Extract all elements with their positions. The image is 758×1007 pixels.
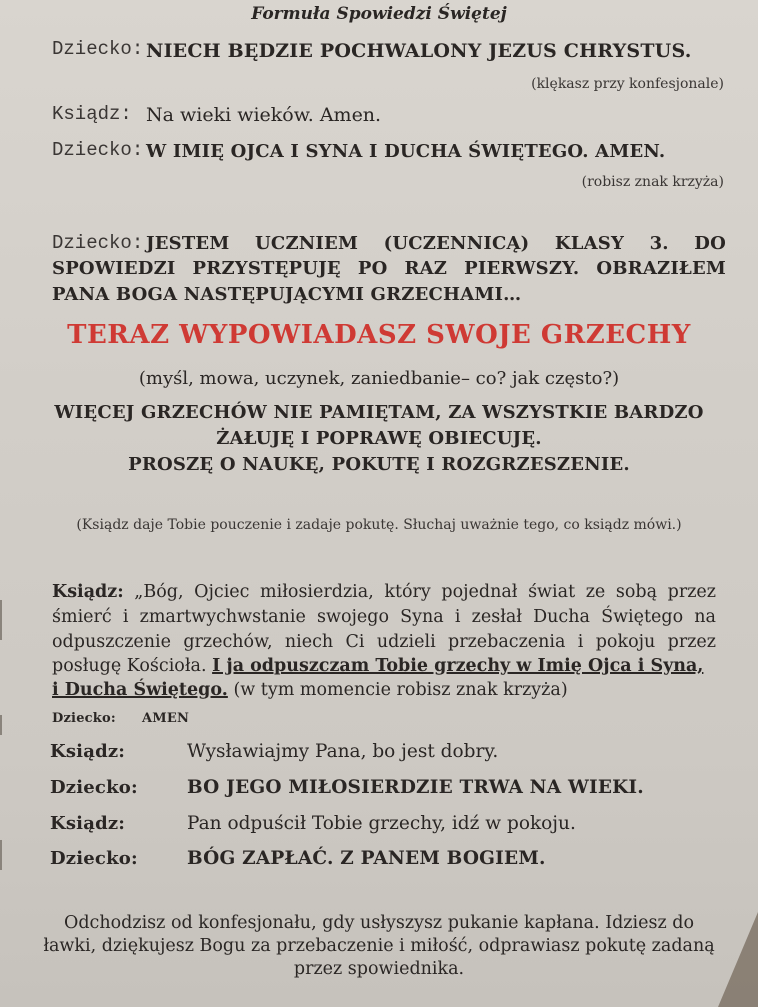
confession-intro-line: SPOWIEDZI PRZYSTĘPUJĘ PO RAZ PIERWSZY. OBRAZIŁEM bbox=[52, 258, 726, 279]
greeting-text: NIECH BĘDZIE POCHWALONY JEZUS CHRYSTUS. bbox=[146, 40, 692, 62]
absolution-line bbox=[52, 680, 568, 700]
child-line: BÓG ZAPŁAĆ. Z PANEM BOGIEM. bbox=[187, 848, 546, 869]
absolution-text: posługę Kościoła. bbox=[52, 656, 207, 676]
absolution-line: śmierć i zmartwychwstanie swojego Syna i zesłał Ducha Świętego na bbox=[52, 607, 716, 627]
absolution-line bbox=[52, 582, 716, 602]
sins-hint: (myśl, mowa, uczynek, zaniedbanie– co? jak często?) bbox=[138, 368, 620, 389]
page-title: Formuła Spowiedzi Świętej bbox=[251, 4, 507, 24]
confession-intro-line: PANA BOGA NASTĘPUJĄCYMI GRZECHAMI… bbox=[52, 284, 522, 305]
priest-reply: Na wieki wieków. Amen. bbox=[146, 104, 382, 126]
speaker-child: Dziecko: bbox=[50, 777, 138, 798]
page-edge-mark bbox=[0, 600, 2, 640]
priest-line: Pan odpuścił Tobie grzechy, idź w pokoju. bbox=[187, 813, 576, 834]
contrition-line: ŻAŁUJĘ I POPRAWĘ OBIECUJĘ. bbox=[216, 428, 542, 449]
confession-intro-line: JESTEM UCZNIEM (UCZENNICĄ) KLASY 3. DO bbox=[146, 233, 726, 254]
speaker-priest: Ksiądz: bbox=[50, 741, 126, 762]
contrition-line: PROSZĘ O NAUKĘ, POKUTĘ I ROZGRZESZENIE. bbox=[128, 454, 630, 475]
stage-note: (Ksiądz daje Tobie pouczenie i zadaje pokutę. Słuchaj uważnie tego, co ksiądz mówi.) bbox=[76, 517, 682, 533]
speaker-priest: Ksiądz: bbox=[52, 582, 124, 602]
speaker-priest: Ksiądz: bbox=[52, 103, 132, 125]
sins-heading: TERAZ WYPOWIADASZ SWOJE GRZECHY bbox=[67, 320, 691, 350]
speaker-child: Dziecko: bbox=[50, 848, 138, 869]
stage-note: (w tym momencie robisz znak krzyża) bbox=[233, 680, 568, 700]
absolution-formula: i Ducha Świętego. bbox=[52, 680, 228, 700]
footer-line: Odchodzisz od konfesjonału, gdy usłyszysz pukanie kapłana. Idziesz do bbox=[64, 913, 694, 933]
speaker-child: Dziecko: bbox=[52, 38, 144, 60]
footer-line: ławki, dziękujesz Bogu za przebaczenie i miłość, odprawiasz pokutę zadaną bbox=[43, 936, 715, 956]
speaker-child: Dziecko: bbox=[52, 232, 144, 254]
absolution-line bbox=[52, 656, 703, 676]
page-corner-shadow bbox=[718, 912, 758, 1007]
sign-of-cross-text: W IMIĘ OJCA I SYNA I DUCHA ŚWIĘTEGO. AMEN. bbox=[146, 141, 666, 162]
absolution-formula: I ja odpuszczam Tobie grzechy w Imię Ojca i Syna, bbox=[212, 656, 704, 676]
absolution-line: odpuszczenie grzechów, niech Ci udzieli przebaczenia i pokoju przez bbox=[52, 632, 716, 652]
stage-note: (klękasz przy konfesjonale) bbox=[531, 76, 724, 92]
amen-text: AMEN bbox=[142, 711, 190, 726]
speaker-priest: Ksiądz: bbox=[50, 813, 126, 834]
priest-line: Wysławiajmy Pana, bo jest dobry. bbox=[187, 741, 499, 762]
contrition-line: WIĘCEJ GRZECHÓW NIE PAMIĘTAM, ZA WSZYSTKIE BARDZO bbox=[54, 402, 704, 423]
stage-note: (robisz znak krzyża) bbox=[581, 174, 724, 190]
absolution-text: „Bóg, Ojciec miłosierdzia, który pojednał świat ze sobą przez bbox=[134, 582, 716, 602]
speaker-child: Dziecko: bbox=[52, 139, 144, 161]
footer-line: przez spowiednika. bbox=[293, 959, 465, 979]
child-line: BO JEGO MIŁOSIERDZIE TRWA NA WIEKI. bbox=[187, 777, 644, 798]
page-edge-mark bbox=[0, 840, 2, 870]
speaker-child: Dziecko: bbox=[52, 711, 116, 726]
page-edge-mark bbox=[0, 715, 2, 735]
